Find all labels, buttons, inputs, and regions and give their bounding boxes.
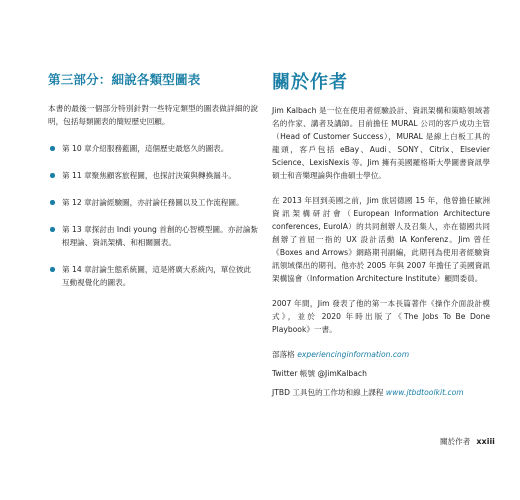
right-column [272,72,490,405]
bullet-icon [50,227,55,232]
blog-link[interactable]: experiencinginformation.com [297,350,410,359]
running-footer-title: 關於作者 [440,437,471,446]
jtbd-label: JTBD 工具包的工作坊和線上課程 [272,388,386,397]
list-item-text: 第 11 章聚焦顧客旅程圖，也探討決策與轉換漏斗。 [62,171,236,180]
twitter-label: Twitter 帳號 @JimKalbach [272,369,367,378]
list-item [48,263,258,289]
bio-paragraph: 在 2013 年回到美國之前，Jim 旅居德國 15 年，他曾擔任歐洲資訊架構研討會（European Information Architecture conferences, EuroIA）的共同創辦人及召集人，亦在德國共同創辦了首屈一指的 UX 設計活動 IA Konferenz。Jim 曾任《Boxes and Arrows》網路期刊副編，此期刊為使用者經驗資訊領域傑出的期刊。他亦於 2005 年與 2007 年擔任了美國資訊架構協會（Information Architecture Institute）顧問委員。 [272,196,490,283]
chapter-list [48,142,258,289]
bullet-icon [50,173,55,178]
list-item-text: 第 12 章討論經驗圖，亦討論任務圖以及工作流程圖。 [62,198,244,207]
twitter-line [272,367,490,380]
bio-paragraph: Jim Kalbach 是一位在使用者經驗設計、資訊架構和策略領域著名的作家、講者及講師。目前擔任 MURAL 公司的客戶成功主管（Head of Customer Success），MURAL 是線上白板工具的龍頭，客戶包括 eBay、Audi、SONY、Citrix、Elsevier Science、LexisNexis 等。Jim 擁有美國羅格斯大學圖書資訊學碩士和音樂理論與作曲碩士學位。 [272,106,490,180]
left-column [48,72,258,303]
list-item-text: 第 10 章介紹服務藍圖，這個歷史最悠久的圖表。 [62,144,229,153]
bio-paragraph: 2007 年間，Jim 發表了他的第一本長篇著作《操作介面設計模式》，並於 2020 年時出版了《The Jobs To Be Done Playbook》一書。 [272,299,490,334]
jtbd-line [272,386,490,399]
list-item [48,142,258,155]
section-heading: 第三部分：細說各類型圖表 [48,72,201,87]
list-item-text: 第 14 章討論生態系統圖，這是將廣大系統內，單位彼此互動視覺化的圖表。 [62,265,252,287]
bullet-icon [50,267,55,272]
about-author-heading: 關於作者 [272,72,348,93]
list-item-text: 第 13 章探討由 Indi young 首創的心智模型圖。亦討論紮根理論、資訊架構、和相關圖表。 [62,225,258,247]
bullet-icon [50,200,55,205]
page-number: xxiii [476,437,495,446]
list-item [48,169,258,182]
page-footer [440,436,495,448]
bullet-icon [50,146,55,151]
list-item [48,223,258,249]
list-item [48,196,258,209]
jtbd-link[interactable]: www.jtbdtoolkit.com [385,388,464,397]
intro-paragraph: 本書的最後一個部分特別針對一些特定類型的圖表做詳細的說明，包括每類圖表的簡短歷史回顧。 [48,104,258,126]
blog-line [272,348,490,361]
blog-label: 部落格 [272,350,298,359]
